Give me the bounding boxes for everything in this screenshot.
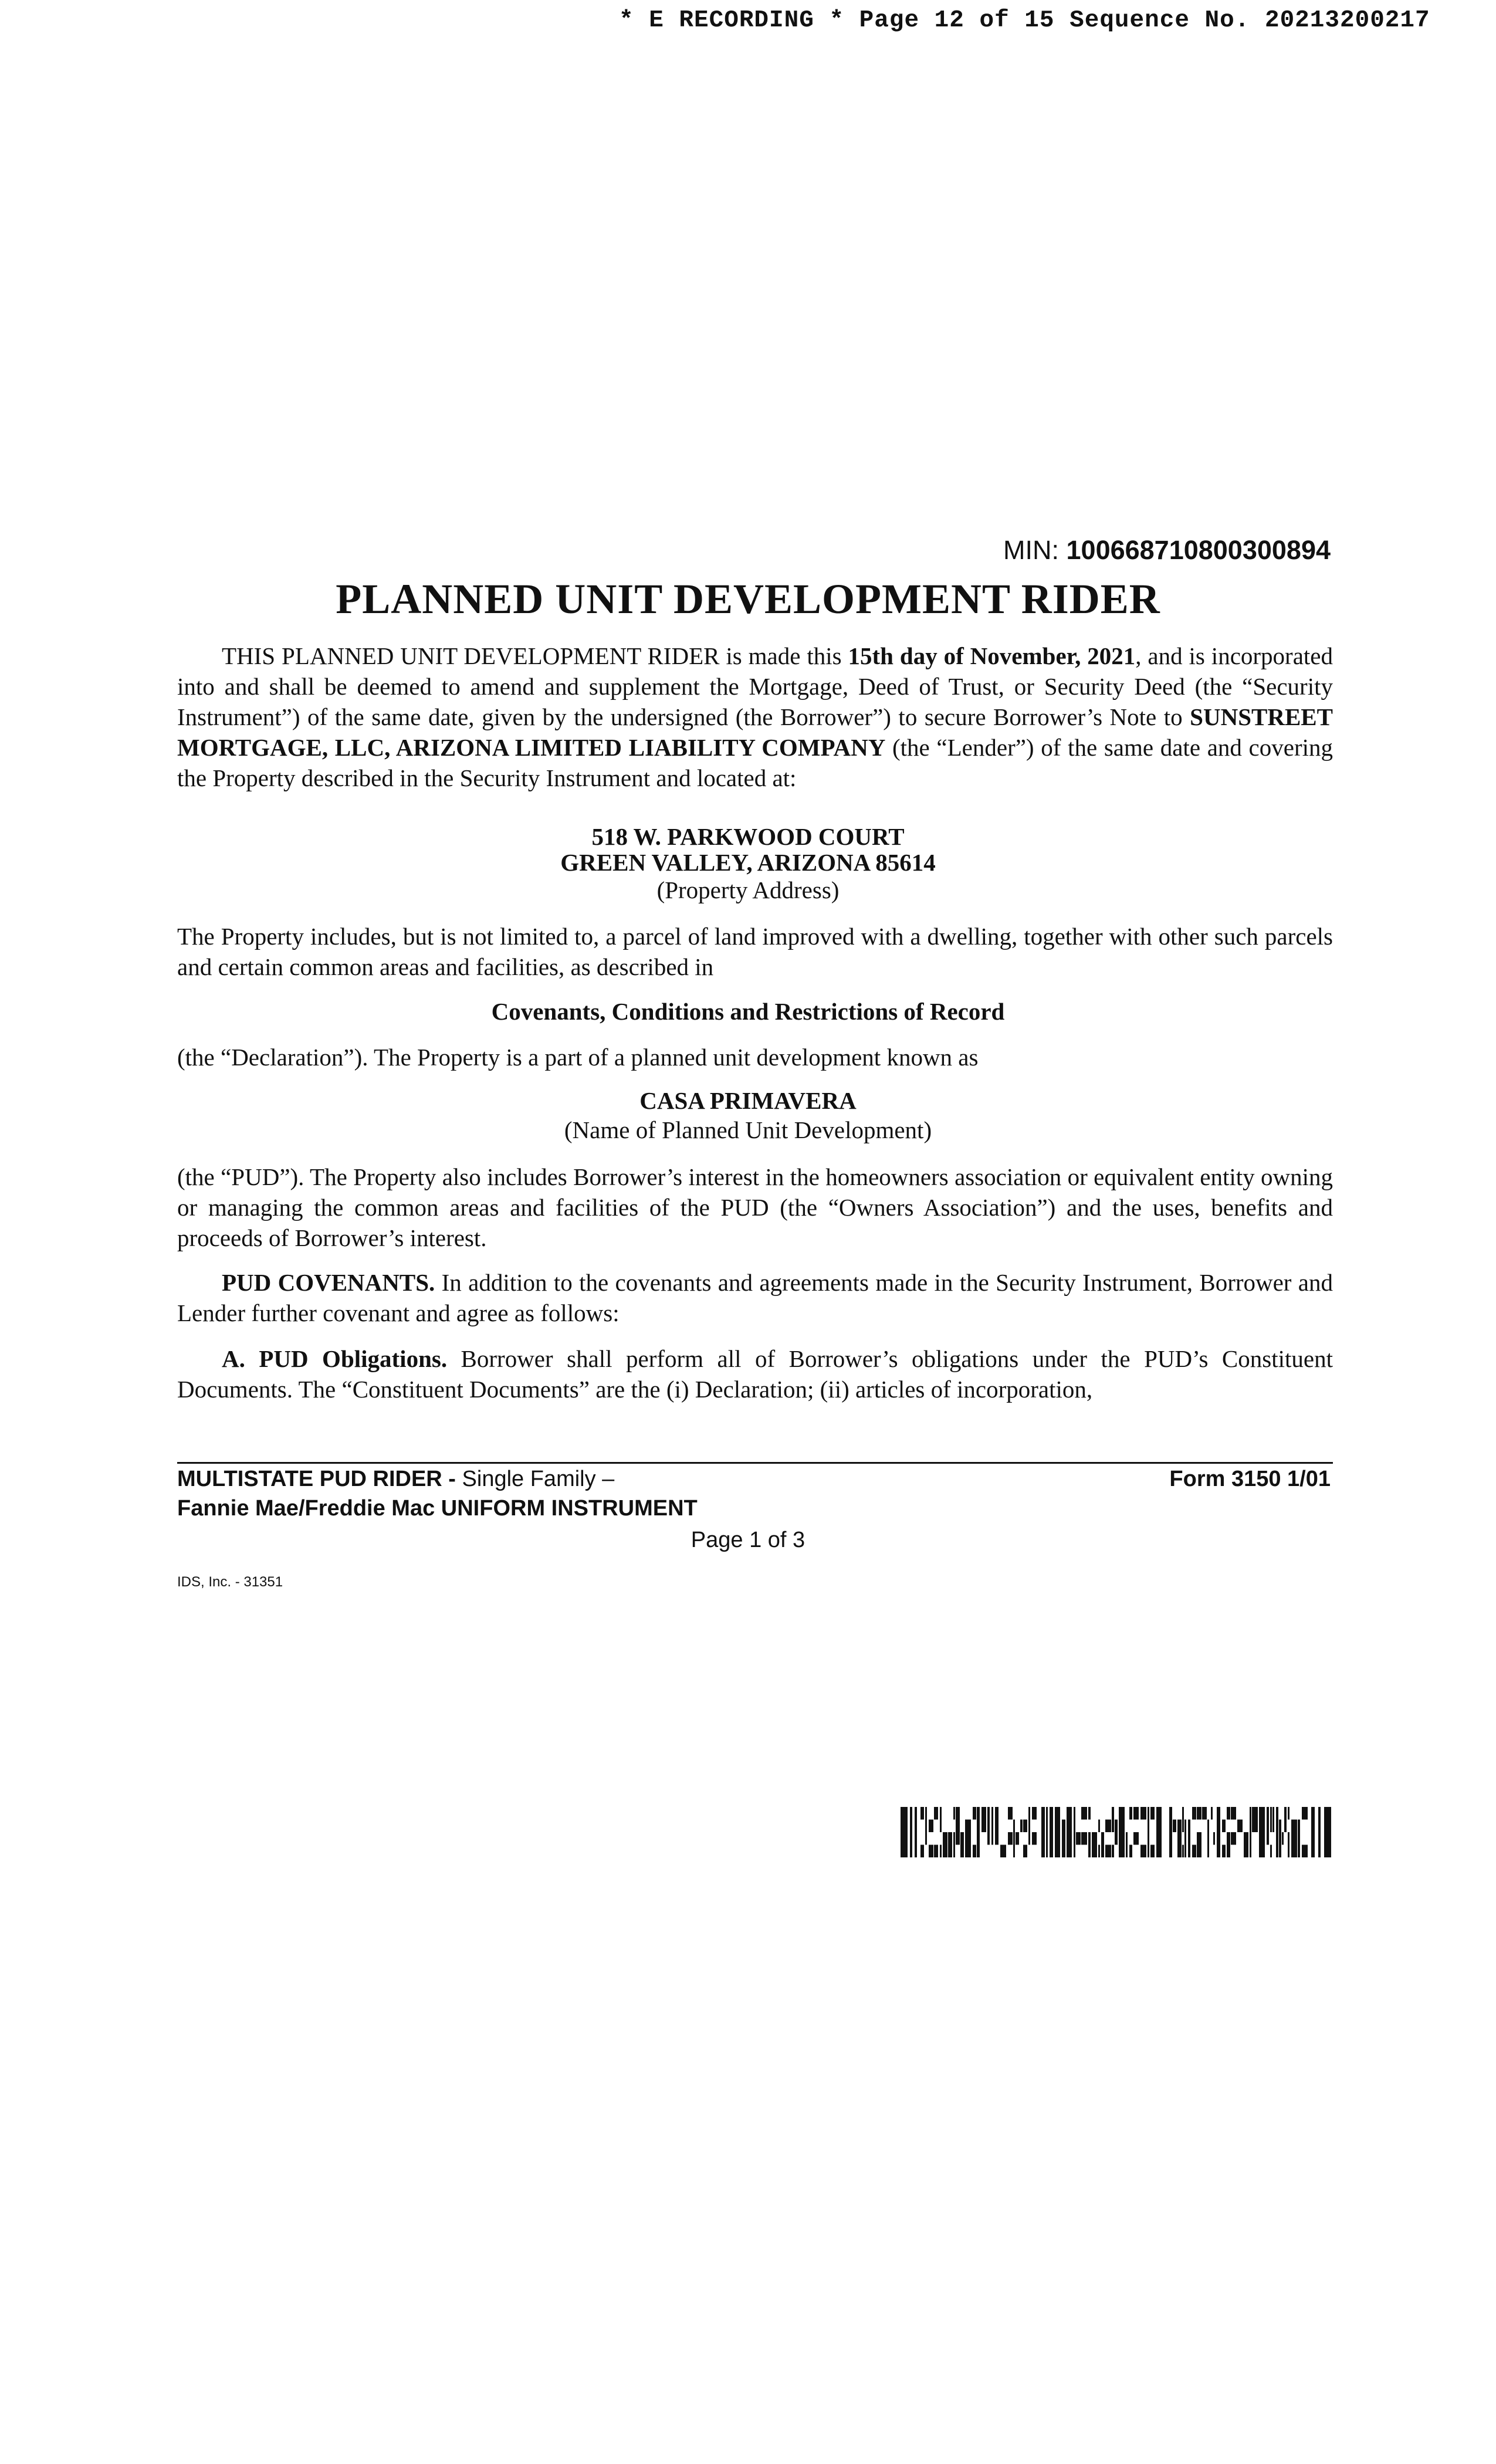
address-line-2: GREEN VALLEY, ARIZONA 85614 [560,849,936,876]
lender-name: SUNSTREET MORTGAGE, LLC, ARIZONA LIMITED LIABILITY COMPANY [177,703,1333,761]
form-title-rest: Single Family – [462,1467,615,1491]
page-number: Page 1 of 3 [691,1528,805,1552]
document-title: PLANNED UNIT DEVELOPMENT RIDER [336,576,1160,622]
property-paragraph: The Property includes, but is not limited to, a parcel of land improved with a dwelling, together with other such parcels and certain common areas and facilities, as described in [177,923,1333,980]
declaration-title: Covenants, Conditions and Restrictions of Record [491,998,1005,1025]
recording-header: * E RECORDING * Page 12 of 15 Sequence No. 20213200217 [619,7,1430,34]
form-number: Form 3150 1/01 [1169,1467,1331,1491]
min-value: 100668710800300894 [1066,535,1331,565]
form-title-bold: MULTISTATE PUD RIDER - [177,1467,462,1491]
footer-rule [177,1462,1333,1464]
intro-text-1: THIS PLANNED UNIT DEVELOPMENT RIDER is made this [222,642,848,669]
section-a-text: Borrower shall perform all of Borrower’s obligations under the PUD’s Constituent Documents. The “Constituent Documents” are the (i) Declaration; (ii) articles of incorporation, [177,1345,1333,1403]
address-line-1: 518 W. PARKWOOD COURT [591,823,905,850]
rider-date: 15th day of November, 2021 [848,642,1136,669]
min-label: MIN: [1003,535,1067,565]
section-a-paragraph [177,1343,1333,1404]
covenants-paragraph [177,1267,1333,1328]
section-a-heading: A. PUD Obligations. [222,1345,448,1372]
form-line-2: Fannie Mae/Freddie Mac UNIFORM INSTRUMENT [177,1496,698,1521]
barcode-icon [901,1807,1332,1857]
ids-code: IDS, Inc. - 31351 [177,1574,283,1590]
intro-paragraph [177,641,1333,793]
intro-text-3: (the “Lender”) of the same date and covering the Property described in the Security Instrument and located at: [177,734,1333,791]
form-title [177,1464,614,1494]
covenants-heading: PUD COVENANTS. [222,1269,435,1296]
min-number [1003,535,1331,566]
intro-text-2: , and is incorporated into and shall be deemed to amend and supplement the Mortgage, Deed of Trust, or Security Deed (the “Security Instrument”) of the same date, given by the undersigned (the Borrower”) to secure Borrower’s Note to [177,642,1333,730]
address-caption: (Property Address) [656,876,840,903]
pud-caption: (Name of Planned Unit Development) [564,1116,932,1143]
covenants-text: In addition to the covenants and agreements made in the Security Instrument, Borrower and Lender further covenant and agree as follows: [177,1269,1333,1326]
pud-paragraph: (the “PUD”). The Property also includes Borrower’s interest in the homeowners association or equivalent entity owning or managing the common areas and facilities of the PUD (the “Owners Association”) and the uses, benefits and proceeds of Borrower’s interest. [177,1163,1333,1251]
pud-name: CASA PRIMAVERA [639,1087,857,1114]
declaration-paragraph: (the “Declaration”). The Property is a part of a planned unit development known as [177,1044,979,1071]
